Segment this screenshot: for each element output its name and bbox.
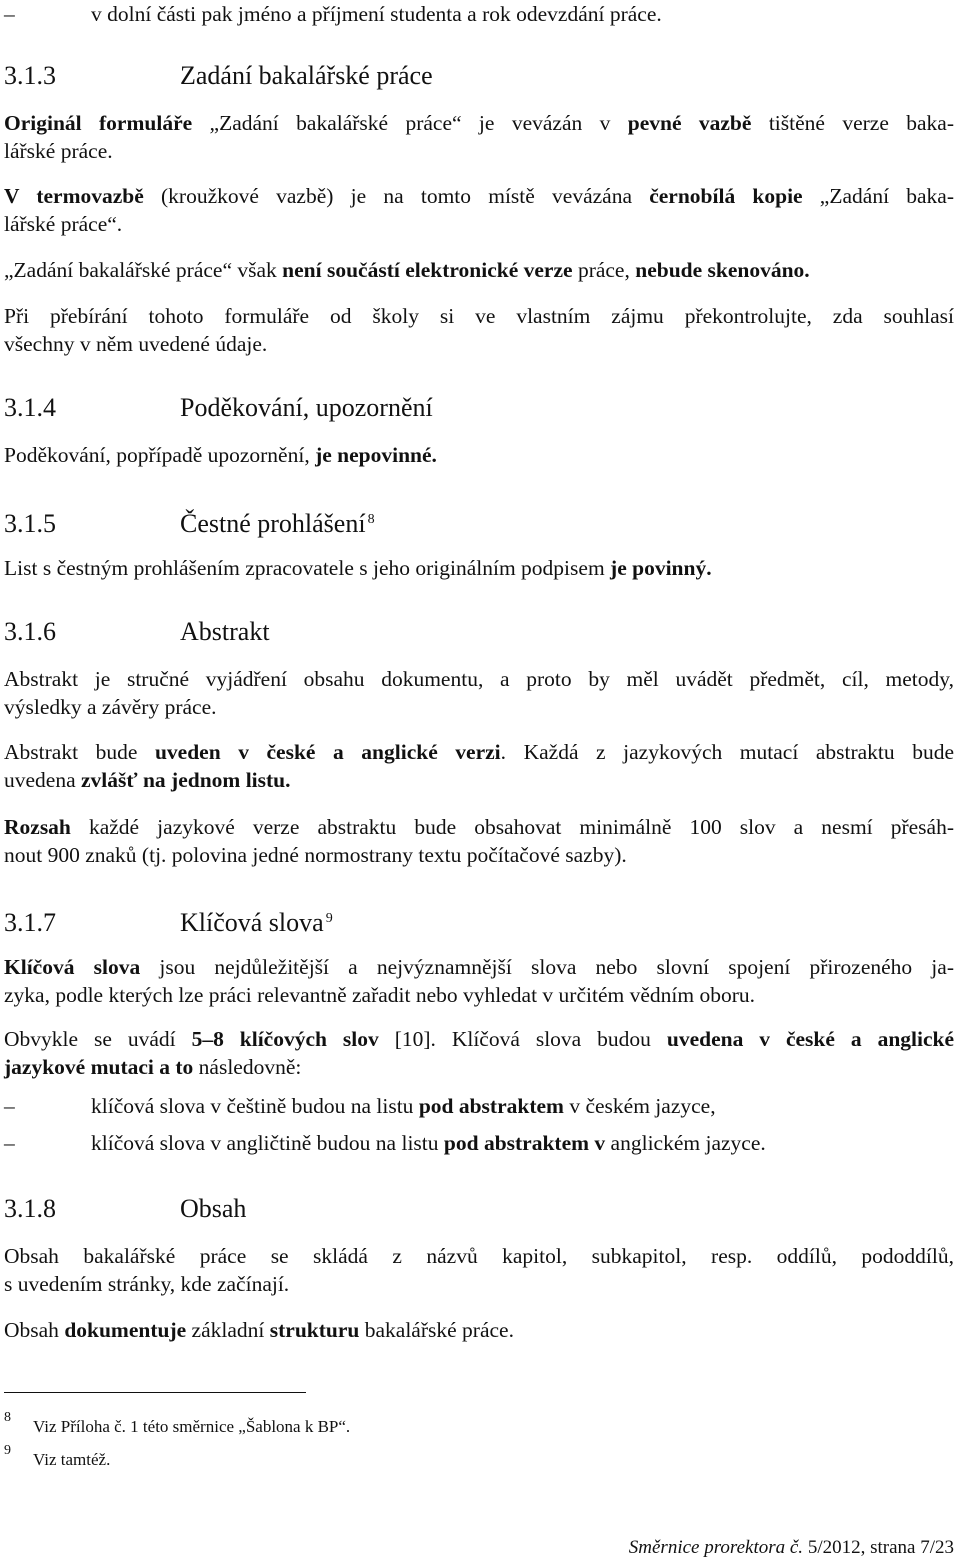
section-heading-3-1-8: 3.1.8 Obsah [4,1194,247,1223]
paragraph-line: Klíčová slova jsou nejdůležitější a nejvýznamnější slova nebo slovní spojení přirozeného ja- [4,955,954,979]
section-heading-3-1-4: 3.1.4 Poděkování, upozornění [4,393,433,422]
paragraph-line: uvedena zvlášť na jednom listu. [4,768,291,792]
paragraph-line: Rozsah každé jazykové verze abstraktu bude obsahovat minimálně 100 slov a nesmí přesáh- [4,815,954,839]
footnote-number: 9 [4,1443,11,1458]
footnote-ref: 8 [367,512,375,527]
paragraph-line: List s čestným prohlášením zpracovatele s jeho originálním podpisem je povinný. [4,556,712,580]
list-dash: – [4,1094,15,1118]
list-dash: – [4,2,15,26]
section-heading-3-1-5: 3.1.5 Čestné prohlášení $^8$ [4,509,375,538]
footnote-separator [4,1392,306,1393]
list-item: v dolní části pak jméno a příjmení studenta a rok odevzdání práce. [91,2,662,26]
footnote-text: Viz tamtéž. [33,1450,111,1469]
paragraph-line: Abstrakt bude uveden v české a anglické verzi. Každá z jazykových mutací abstraktu bude [4,740,954,764]
paragraph-line: Obvykle se uvádí 5–8 klíčových slov [10]. Klíčová slova budou uvedena v české a anglické [4,1027,955,1051]
section-heading-3-1-7: 3.1.7 Klíčová slova $^9$ [4,908,333,937]
paragraph-line: „Zadání bakalářské práce“ však není součástí elektronické verze práce, nebude skenováno. [4,258,810,282]
paragraph-line: nout 900 znaků (tj. polovina jedné normostrany textu počítačové sazby). [4,843,627,867]
list-item: klíčová slova v češtině budou na listu pod abstraktem v českém jazyce, [91,1094,716,1118]
paragraph-line: V termovazbě (kroužkové vazbě) je na tomto místě vevázána černobílá kopie „Zadání baka- [4,184,954,208]
paragraph-line: Originál formuláře „Zadání bakalářské práce“ je vevázán v pevné vazbě tištěné verze baka- [4,111,954,135]
footnote-text: Viz Příloha č. 1 této směrnice „Šablona k BP“. [33,1417,351,1436]
paragraph-line: s uvedením stránky, kde začínají. [4,1272,290,1296]
footnote-number: 8 [4,1410,11,1425]
paragraph-line: lářské práce. [4,139,113,163]
paragraph-line: výsledky a závěry práce. [4,695,217,719]
section-heading-3-1-6: 3.1.6 Abstrakt [4,617,270,646]
paragraph-line: všechny v něm uvedené údaje. [4,332,268,356]
paragraph-line: Při přebírání tohoto formuláře od školy si ve vlastním zájmu překontrolujte, zda souhlasí [4,304,954,328]
paragraph-line: Abstrakt je stručné vyjádření obsahu dokumentu, a proto by měl uvádět předmět, cíl, metody, [4,667,954,691]
paragraph-line: Poděkování, popřípadě upozornění, je nepovinné. [4,443,437,467]
section-heading-3-1-3: 3.1.3 Zadání bakalářské práce [4,61,433,90]
list-dash: – [4,1131,15,1155]
list-item: klíčová slova v angličtině budou na listu pod abstraktem v anglickém jazyce. [91,1131,766,1155]
paragraph-line: jazykové mutaci a to následovně: [4,1055,302,1079]
paragraph-line: lářské práce“. [4,212,123,236]
page-footer: Směrnice prorektora č. 5/2012, strana 7/23 [628,1537,954,1558]
paragraph-line: zyka, podle kterých lze práci relevantně zařadit nebo vyhledat v určitém vědním oboru. [4,983,755,1007]
paragraph-line: Obsah bakalářské práce se skládá z názvů kapitol, subkapitol, resp. oddílů, pododdílů, [4,1244,954,1268]
paragraph-line: Obsah dokumentuje základní strukturu bakalářské práce. [4,1318,514,1342]
footnote-ref: 9 [325,911,333,926]
